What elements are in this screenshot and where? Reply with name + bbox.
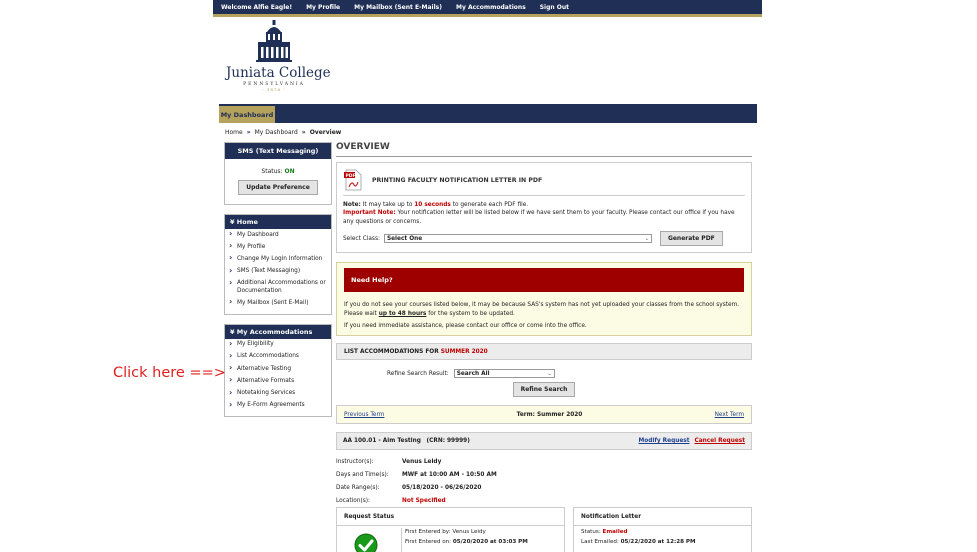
breadcrumb-current: Overview [309,129,342,136]
detail-row: Date Range(s): 05/18/2020 - 06/26/2020 [336,484,482,491]
detail-row: Location(s): Not Specified [336,497,446,504]
main-content [336,142,752,507]
nav-section-accommodations [224,324,332,417]
chevron-down-icon: ⌄ [547,370,552,377]
generate-pdf-button[interactable]: Generate PDF [660,231,723,246]
college-year: - 1876 - [262,87,286,92]
college-logo[interactable] [226,20,331,100]
svg-text:PDF: PDF [345,173,356,179]
pdf-panel [336,162,752,253]
current-term: Term: Summer 2020 [516,411,583,418]
pdf-note: Note: It may take up to 10 seconds to generate each PDF file. [343,202,529,208]
update-preference-button[interactable]: Update Preference [238,180,318,195]
sms-status-value: ON [284,168,295,175]
refine-search-label: Refine Search Result: [387,370,449,377]
sidebar-item-eform-agreements[interactable]: › My E-Form Agreements [225,400,331,412]
help-text-2: Please wait up to 48 hours for the system to be updated. [344,310,515,317]
sidebar-item-my-mailbox[interactable]: › My Mailbox (Sent E-Mail) [225,297,331,309]
notification-details: Status: Emailed Last Emailed: 05/22/2020 at 12:28 PM [581,529,696,545]
notification-letter-title: Notification Letter [574,508,751,526]
sms-panel [224,142,332,205]
sidebar-item-additional-accommodations[interactable]: › Additional Accommodations or Documentation [225,278,331,297]
help-text-3: If you need immediate assistance, please contact our office or come into the office. [344,322,587,329]
breadcrumb-dashboard[interactable]: My Dashboard [254,129,298,136]
pdf-important-note: Important Note: Your notification letter will be listed below if we have sent them to your faculty. Please contact our office if you have any questions or concerns. [343,210,735,225]
sidebar [224,142,332,417]
nav-section-accommodations-header[interactable]: ¥ My Accommodations [225,325,331,339]
nav-section-home [224,214,332,315]
college-building-icon [254,20,294,64]
pdf-panel-title: PRINTING FACULTY NOTIFICATION LETTER IN PDF [372,176,543,184]
previous-term-link[interactable]: Previous Term [344,411,385,418]
help-text-1: If you do not see your courses listed below, it may be because SAS's system has not yet uploaded your classes from the school system. [344,302,740,309]
top-nav-bar [213,0,762,14]
select-class-label: Select Class: [343,235,380,242]
breadcrumb-home[interactable]: Home [225,129,243,136]
top-link-sign-out[interactable]: Sign Out [539,3,569,11]
breadcrumb-separator: » [246,129,251,136]
chevron-down-icon: ⌄ [644,235,649,242]
sidebar-item-alternative-formats[interactable]: › Alternative Formats [225,375,331,387]
sidebar-item-my-profile[interactable]: › My Profile [225,241,331,253]
notification-letter-panel [573,507,752,552]
course-header [336,432,752,450]
sidebar-item-alternative-testing[interactable]: › Alternative Testing [225,363,331,375]
sms-panel-title: SMS (Text Messaging) [225,143,331,159]
detail-row: Instructor(s): Venus Leidy [336,458,442,465]
sms-status: Status: ON [261,168,295,175]
click-here-annotation: Click here ==> [113,365,226,381]
top-link-my-profile[interactable]: My Profile [306,3,341,11]
tab-my-dashboard[interactable]: My Dashboard [219,106,275,123]
status-section [336,507,752,552]
list-accommodations-header: LIST ACCOMMODATIONS FOR SUMMER 2020 [336,343,752,360]
request-status-title: Request Status [337,508,564,526]
dashboard-bar [219,104,757,123]
course-crn: (CRN: 99999) [426,438,470,445]
help-panel [336,262,752,336]
nav-section-home-header[interactable]: ¥ Home [225,215,331,229]
sidebar-item-sms[interactable]: › SMS (Text Messaging) [225,266,331,278]
breadcrumb [225,129,341,136]
breadcrumb-separator: » [301,129,306,136]
college-name: Juniata College [226,65,331,81]
request-status-panel [336,507,565,552]
help-panel-title: Need Help? [344,268,744,292]
sidebar-item-my-eligibility[interactable]: › My Eligibility [225,339,331,351]
term-navigation [336,405,752,424]
top-link-my-mailbox[interactable]: My Mailbox (Sent E-Mails) [354,3,442,11]
sidebar-item-notetaking-services[interactable]: › Notetaking Services [225,388,331,400]
welcome-text: Welcome Alfie Eagle! [221,3,293,11]
check-circle-icon [354,533,378,552]
sidebar-item-change-login[interactable]: › Change My Login Information [225,253,331,265]
course-title: AA 100.01 - Aim Testing [343,438,421,445]
cancel-request-link[interactable]: Cancel Request [694,438,745,445]
top-link-my-accommodations[interactable]: My Accommodations [456,3,526,11]
header-divider [213,14,762,17]
refine-search-dropdown[interactable]: Search All ⌄ [454,369,555,378]
next-term-link[interactable]: Next Term [714,411,744,418]
college-state: PENNSYLVANIA [243,82,305,87]
modify-request-link[interactable]: Modify Request [638,438,690,445]
request-status-details: First Entered by: Venus Leidy First Entered on: 05/20/2020 at 03:03 PM [401,528,528,552]
pdf-file-icon [343,169,363,191]
page-title: OVERVIEW [336,142,752,157]
select-class-dropdown[interactable]: Select One ⌄ [384,234,652,243]
refine-search-button[interactable]: Refine Search [513,382,576,397]
sidebar-item-my-dashboard[interactable]: › My Dashboard [225,229,331,241]
detail-row: Days and Time(s): MWF at 10:00 AM - 10:50 AM [336,471,497,478]
course-details [336,455,752,507]
sidebar-item-list-accommodations[interactable]: › List Accommodations [225,351,331,363]
